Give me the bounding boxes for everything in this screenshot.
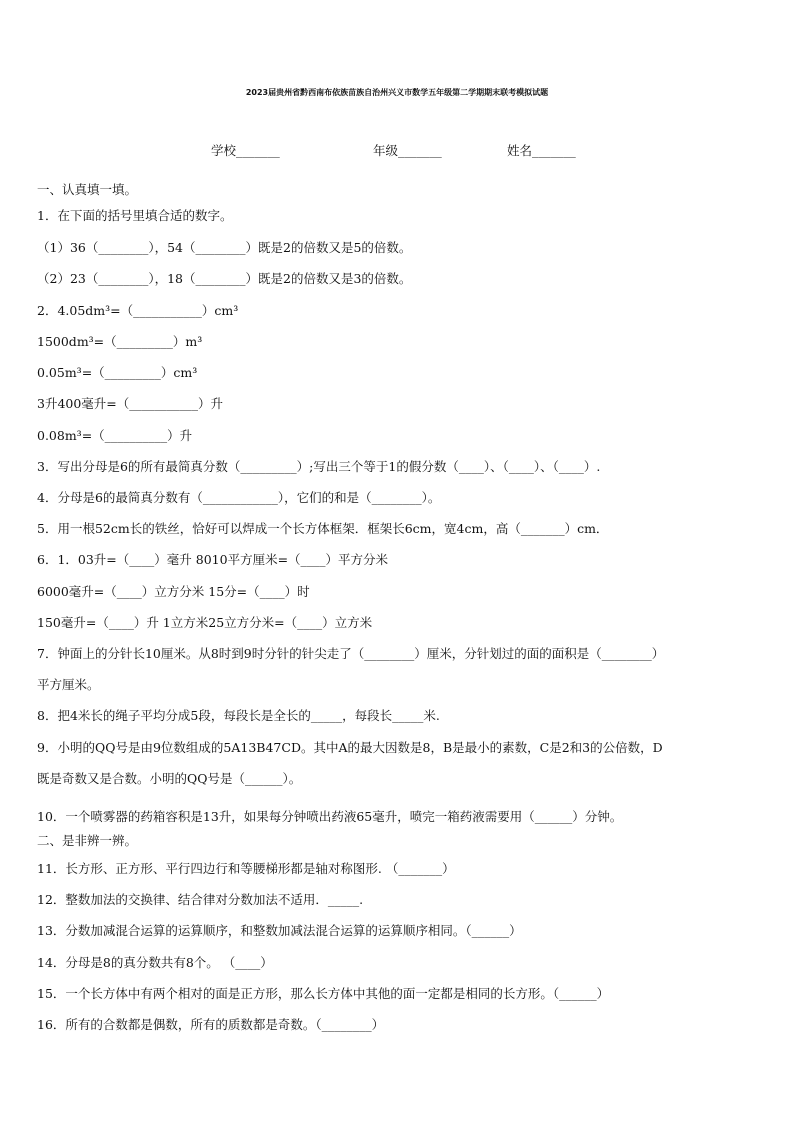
question-6-line-2: 6000毫升=（____）立方分米 15分=（____）时 — [37, 584, 310, 599]
question-2-line-5: 0.08m³=（__________）升 — [37, 428, 193, 443]
question-8: 8．把4米长的绳子平均分成5段，每段长是全长的_____，每段长_____米. — [37, 708, 440, 723]
page-title: 2023届贵州省黔西南布依族苗族自治州兴义市数学五年级第二学期期末联考模拟试题 — [245, 88, 549, 97]
question-9-line-2: 既是奇数又是合数。小明的QQ号是（______）。 — [37, 771, 302, 786]
question-9: 9．小明的QQ号是由9位数组成的5A13B47CD。其中A的最大因数是8，B是最小的素数，C是2和3的公倍数，D — [37, 740, 663, 755]
question-5: 5．用一根52cm长的铁丝，恰好可以焊成一个长方体框架．框架长6cm，宽4cm，高（_______）cm． — [37, 521, 609, 536]
question-3: 3．写出分母是6的所有最简真分数（_________）;写出三个等于1的假分数（____）、（____）、（____）. — [37, 459, 601, 474]
question-15: 15．一个长方体中有两个相对的面是正方形，那么长方体中其他的面一定都是相同的长方形。（______） — [37, 986, 610, 1001]
question-4: 4．分母是6的最简真分数有（____________），它们的和是（________）。 — [37, 490, 441, 505]
question-13: 13．分数加减混合运算的运算顺序，和整数加减法混合运算的运算顺序相同。（______） — [37, 923, 522, 938]
section-heading-fill-in: 一、认真填一填。 — [37, 182, 138, 197]
school-field: 学校_______ — [211, 143, 280, 158]
question-16: 16．所有的合数都是偶数，所有的质数都是奇数。（________） — [37, 1017, 385, 1032]
grade-field: 年级_______ — [373, 143, 442, 158]
question-2-line-4: 3升400毫升=（___________）升 — [37, 396, 224, 411]
question-2-line-2: 1500dm³=（_________）m³ — [37, 334, 203, 349]
section-heading-true-false: 二、是非辨一辨。 — [37, 833, 138, 848]
question-7: 7．钟面上的分针长10厘米。从8时到9时分针的针尖走了（________）厘米，分针划过的面的面积是（________） — [37, 646, 665, 661]
question-2: 2．4.05dm³=（___________）cm³ — [37, 303, 239, 318]
question-10: 10．一个喷雾器的药箱容积是13升，如果每分钟喷出药液65毫升，喷完一箱药液需要用（______）分钟。 — [37, 809, 623, 824]
question-2-line-3: 0.05m³=（_________）cm³ — [37, 365, 198, 380]
question-1: 1．在下面的括号里填合适的数字。 — [37, 208, 233, 223]
question-12: 12．整数加法的交换律、结合律对分数加法不适用．_____. — [37, 892, 364, 907]
question-1-part-1: （1）36（________），54（________）既是2的倍数又是5的倍数。 — [37, 240, 412, 255]
question-1-part-2: （2）23（________），18（________）既是2的倍数又是3的倍数。 — [37, 271, 412, 286]
question-6: 6．1．03升=（____）毫升 8010平方厘米=（____）平方分米 — [37, 552, 389, 567]
name-field: 姓名_______ — [507, 143, 576, 158]
question-11: 11．长方形、正方形、平行四边行和等腰梯形都是轴对称图形. （_______） — [37, 861, 455, 876]
question-6-line-3: 150毫升=（____）升 1立方米25立方分米=（____）立方米 — [37, 615, 373, 630]
question-14: 14．分母是8的真分数共有8个。 （____） — [37, 955, 273, 970]
question-7-line-2: 平方厘米。 — [37, 677, 100, 692]
